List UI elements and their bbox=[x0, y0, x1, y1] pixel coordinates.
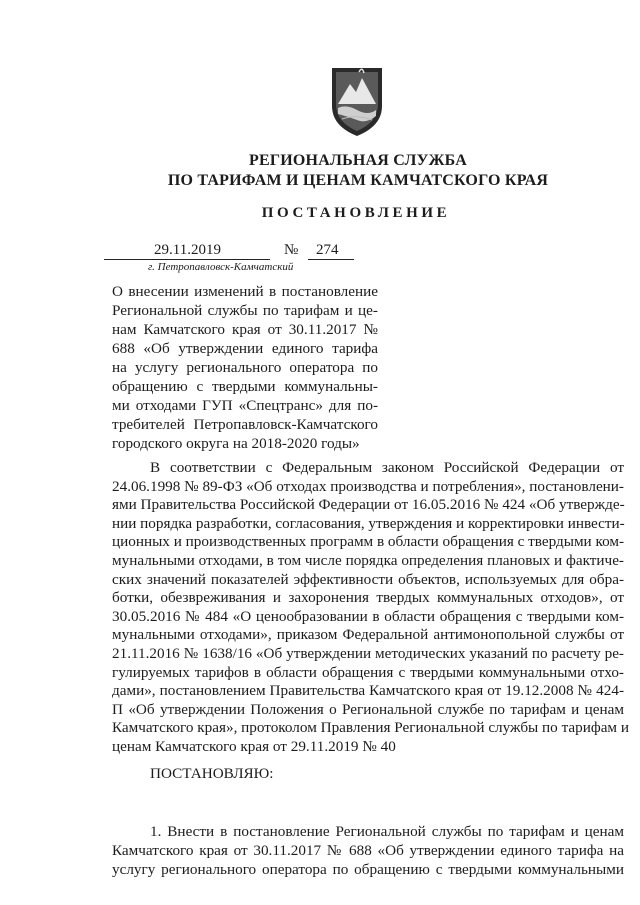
preamble-line: П «Об утверждении Положения о Региональной службе по тарифам и ценам bbox=[112, 700, 624, 718]
document-number: 274 bbox=[316, 242, 339, 258]
subject-line: требителей Петропавловск-Камчатского bbox=[112, 416, 378, 433]
preamble-line: ботки, обезвреживания и захоронения твердых коммунальных отходов», от bbox=[112, 589, 624, 607]
preamble-line: нии порядка разработки, согласования, утверждения и корректировки инвести- bbox=[112, 514, 625, 532]
preamble-line: ционных и производственных программ в области обращения с твердыми ком- bbox=[112, 533, 625, 551]
subject-line: О внесении изменений в постановление bbox=[112, 283, 378, 300]
subject-line: нам Камчатского края от 30.11.2017 № bbox=[112, 321, 378, 338]
subject-line: ми отходами ГУП «Спецтранс» для по- bbox=[112, 397, 378, 414]
document-city: г. Петропавловск-Камчатский bbox=[148, 261, 294, 273]
preamble-line: ценам Камчатского края от 29.11.2019 № 40 bbox=[112, 737, 396, 755]
subject-line: 688 «Об утверждении единого тарифа bbox=[112, 340, 378, 357]
kamchatka-coat-of-arms-icon bbox=[326, 64, 388, 138]
decree-item-1 bbox=[112, 822, 624, 879]
item-line: 1. Внести в постановление Региональной службы по тарифам и ценам bbox=[150, 823, 624, 840]
preamble-line: гулируемых тарифов в области обращения с твердыми коммунальными отхо- bbox=[112, 663, 624, 681]
preamble-line: 30.05.2016 № 484 «О ценообразовании в области обращения с твердыми ком- bbox=[112, 607, 624, 625]
document-type: ПОСТАНОВЛЕНИЕ bbox=[261, 205, 451, 221]
preamble-line: В соответствии с Федеральным законом Российской Федерации от bbox=[150, 459, 624, 476]
subject-line: городского округа на 2018-2020 годы» bbox=[112, 435, 360, 452]
number-sign: № bbox=[284, 242, 299, 258]
preamble-line: 24.06.1998 № 89-ФЗ «Об отходах производства и потребления», постановлени- bbox=[112, 477, 624, 495]
preamble-line: мунальными отходами», приказом Федеральной антимонопольной службы от bbox=[112, 626, 624, 644]
document-date: 29.11.2019 bbox=[154, 242, 221, 258]
item-line: Камчатского края от 30.11.2017 № 688 «Об утверждении единого тарифа на bbox=[112, 842, 624, 859]
org-name-line2: ПО ТАРИФАМ И ЦЕНАМ КАМЧАТСКОГО КРАЯ bbox=[167, 172, 549, 189]
date-underline bbox=[104, 259, 270, 260]
subject-line: на услугу регионального оператора по bbox=[112, 359, 378, 376]
preamble-line: 21.11.2016 № 1638/16 «Об утверждении методических указаний по расчету ре- bbox=[112, 644, 624, 662]
preamble-line: мунальными отходами, в том числе порядка определения плановых и фактиче- bbox=[112, 551, 624, 569]
number-underline bbox=[308, 259, 354, 260]
preamble-line: ских значений показателей эффективности объектов, используемых для обра- bbox=[112, 570, 624, 588]
subject-line: Региональной службы по тарифам и це- bbox=[112, 302, 378, 319]
document-subject bbox=[112, 282, 378, 453]
item-line: услугу регионального оператора по обращению с твердыми коммунальными bbox=[112, 861, 624, 878]
preamble-line: Камчатского края», протоколом Правления Региональной службы по тарифам и bbox=[112, 719, 629, 737]
preamble-line: ями Правительства Российской Федерации от 16.05.2016 № 424 «Об утвержде- bbox=[112, 496, 625, 514]
subject-line: обращению с твердыми коммунальны- bbox=[112, 378, 378, 395]
decree-word: ПОСТАНОВЛЯЮ: bbox=[150, 765, 274, 782]
preamble-line: дами», постановлением Правительства Камчатского края от 19.12.2008 № 424- bbox=[112, 682, 624, 700]
org-name-line1: РЕГИОНАЛЬНАЯ СЛУЖБА bbox=[249, 152, 467, 169]
preamble-paragraph bbox=[112, 459, 629, 757]
